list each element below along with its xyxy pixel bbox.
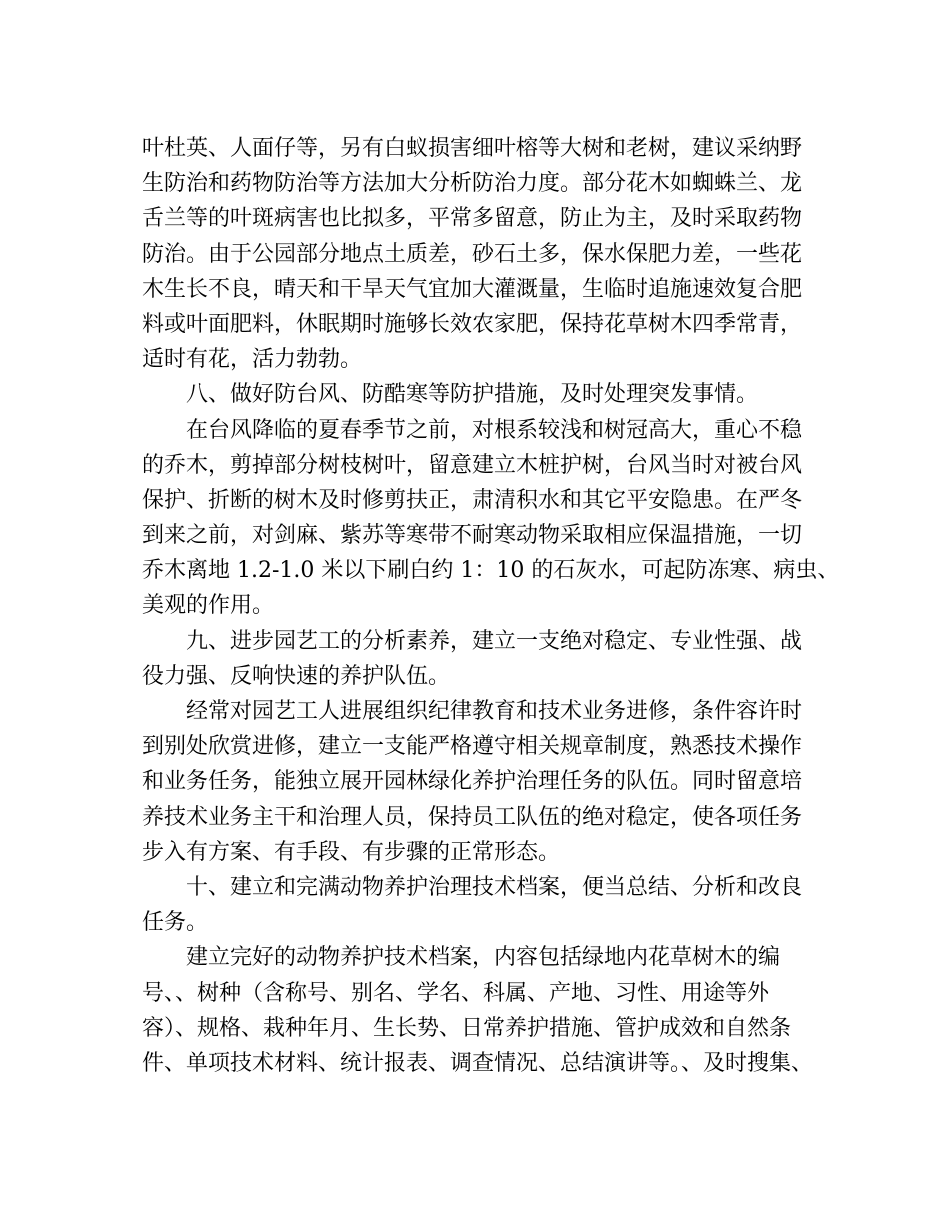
text-line: 容）、规格、栽种年月、生长势、日常养护措施、管护成效和自然条 (142, 1015, 792, 1041)
paragraph-start-line: 建立完好的动物养护技术档案，内容包括绿地内花草树木的编 (186, 945, 781, 971)
text-line: 到来之前，对剑麻、紫苏等寒带不耐寒动物采取相应保温措施，一切 (142, 523, 803, 549)
text-line: 木生长不良，晴天和干旱天气宜加大灌溉量，生临时追施速效复合肥 (142, 276, 803, 302)
paragraph-start-line: 经常对园艺工人进展组织纪律教育和技术业务进修，条件容许时 (186, 699, 803, 724)
text-line: 适时有花，活力勃勃。 (142, 347, 363, 373)
text-line: 任务。 (142, 910, 209, 936)
text-line: 役力强、反响快速的养护队伍。 (142, 663, 451, 689)
text-line: 到别处欣赏进修，建立一支能严格遵守相关规章制度，熟悉技术操作 (142, 734, 803, 760)
text-line: 和业务任务，能独立展开园林绿化养护治理任务的队伍。同时留意培 (142, 769, 803, 795)
document-body (142, 131, 840, 1081)
text-line: 保护、折断的树木及时修剪扶正，肃清积水和其它平安隐患。在严冬 (142, 487, 803, 513)
text-line: 料或叶面肥料，休眠期时施够长效农家肥，保持花草树木四季常青， (142, 311, 803, 337)
text-line: 叶杜英、人面仔等，另有白蚁损害细叶榕等大树和老树，建议采纳野 (142, 136, 803, 161)
text-line: 生防治和药物防治等方法加大分析防治力度。部分花木如蜘蛛兰、龙 (142, 171, 803, 197)
text-line: 乔木离地 1.2-1.0 米以下刷白约 1：10 的石灰水，可起防冻寒、病虫、 (142, 558, 840, 584)
paragraph-start-line: 八、做好防台风、防酷寒等防护措施，及时处理突发事情。 (186, 382, 759, 408)
text-line: 美观的作用。 (142, 593, 275, 619)
text-line: 件、单项技术材料、统计报表、调查情况、总结演讲等。、及时搜集、 (142, 1050, 814, 1076)
text-line: 号、、树种（含称号、别名、学名、科属、产地、习性、用途等外 (142, 980, 770, 1006)
text-line: 舌兰等的叶斑病害也比拟多，平常多留意，防止为主，及时采取药物 (142, 206, 803, 232)
paragraph-start-line: 十、建立和完满动物养护治理技术档案，便当总结、分析和改良 (186, 874, 803, 900)
text-line: 的乔木，剪掉部分树枝树叶，留意建立木桩护树，台风当时对被台风 (142, 452, 803, 478)
text-line: 防治。由于公园部分地点土质差，砂石土多，保水保肥力差，一些花 (142, 241, 803, 267)
text-line: 步入有方案、有手段、有步骤的正常形态。 (142, 839, 561, 865)
text-line: 养技术业务主干和治理人员，保持员工队伍的绝对稳定，使各项任务 (142, 804, 803, 830)
paragraph-start-line: 在台风降临的夏春季节之前，对根系较浅和树冠高大，重心不稳 (186, 417, 803, 443)
paragraph-start-line: 九、进步园艺工的分析素养，建立一支绝对稳定、专业性强、战 (186, 628, 803, 654)
